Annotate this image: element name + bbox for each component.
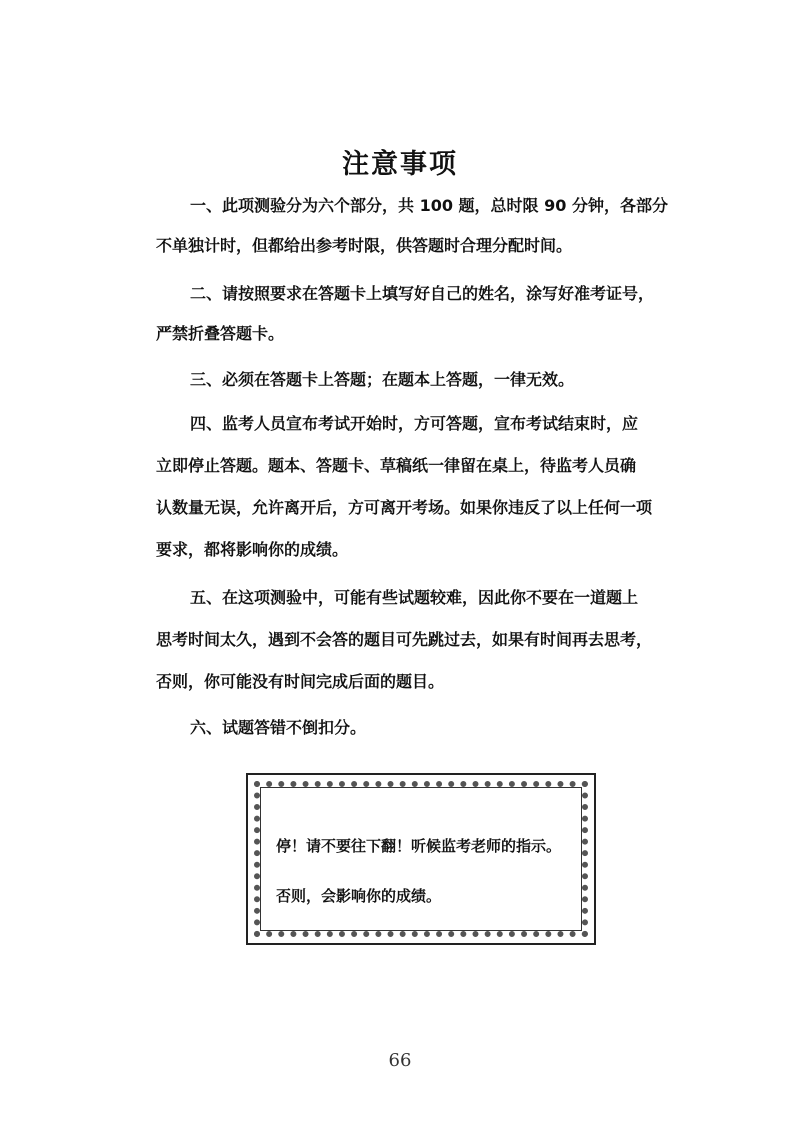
stop-notice-box <box>246 773 596 945</box>
instruction-1-line-2: 不单独计时，但都给出参考时限，供答题时合理分配时间。 <box>156 236 573 255</box>
instruction-1-line-1: 一、此项测验分为六个部分，共 100 题，总时限 90 分钟，各部分 <box>190 196 668 215</box>
instruction-6-line-1: 六、试题答错不倒扣分。 <box>190 718 367 737</box>
instruction-4-line-4: 要求，都将影响你的成绩。 <box>156 540 349 559</box>
inner-border <box>260 787 582 931</box>
instruction-2-line-2: 严禁折叠答题卡。 <box>156 324 285 343</box>
instruction-3-line-1: 三、必须在答题卡上答题；在题本上答题，一律无效。 <box>190 370 575 389</box>
instruction-4-line-2: 立即停止答题。题本、答题卡、草稿纸一律留在桌上，待监考人员确 <box>156 456 637 475</box>
instruction-5-line-1: 五、在这项测验中，可能有些试题较难，因此你不要在一道题上 <box>190 588 639 607</box>
instruction-5-line-2: 思考时间太久，遇到不会答的题目可先跳过去，如果有时间再去思考， <box>156 630 653 649</box>
instruction-4-line-3: 认数量无误，允许离开后，方可离开考场。如果你违反了以上任何一项 <box>156 498 653 517</box>
instruction-4-line-1: 四、监考人员宣布考试开始时，方可答题，宣布考试结束时，应 <box>190 414 639 433</box>
instruction-2-line-1: 二、请按照要求在答题卡上填写好自己的姓名，涂写好准考证号， <box>190 284 655 303</box>
page-number: 66 <box>388 1050 412 1071</box>
page-title: 注意事项 <box>342 149 458 180</box>
stop-notice-line-1: 停！请不要往下翻！听候监考老师的指示。 <box>276 837 562 855</box>
stop-notice-line-2: 否则，会影响你的成绩。 <box>276 887 442 905</box>
instruction-5-line-3: 否则，你可能没有时间完成后面的题目。 <box>156 672 445 691</box>
